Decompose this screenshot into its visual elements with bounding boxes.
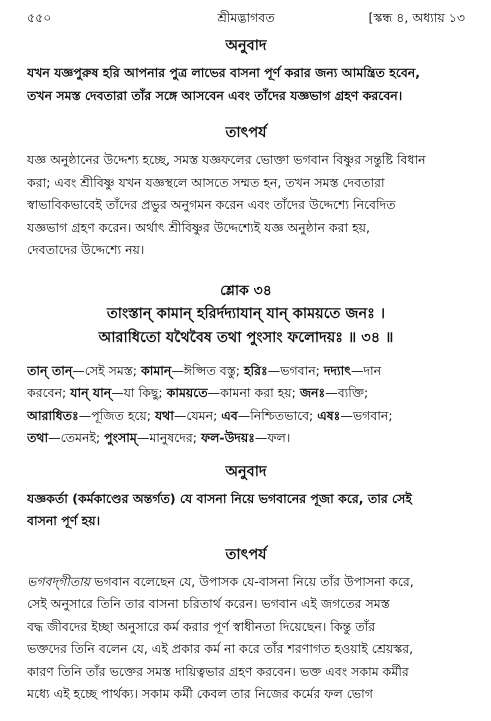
synonyms-block	[27, 360, 465, 450]
term-meaning: —দান	[350, 362, 382, 378]
term-meaning: —নিশ্চিতভাবে;	[237, 407, 318, 423]
sanskrit-term: ফল-উদয়ঃ	[200, 430, 255, 445]
text-line: দেবতাদের উদ্দেশ্যে নয়।	[27, 242, 145, 257]
term-meaning: —মানুষদের;	[136, 430, 201, 445]
text-line: তখন সমস্ত দেবতারা তাঁর সঙ্গে আসবেন এবং তাঁদের যজ্ঞভাগ গ্রহণ করবেন।	[27, 87, 403, 103]
term-meaning: —যা কিছু;	[111, 385, 167, 400]
term-meaning: —ফল।	[254, 430, 291, 445]
page-number: ৫৫০	[27, 10, 52, 25]
text-line: যখন যজ্ঞপুরুষ হরি আপনার পুত্র লাভের বাসনা পূর্ণ করার জন্য আমন্ত্রিত হবেন,	[27, 65, 421, 80]
translation-text	[27, 62, 465, 107]
synonym-line	[27, 405, 465, 428]
translation-text	[27, 488, 465, 533]
sanskrit-term: তান্ তান্	[27, 362, 73, 378]
sanskrit-term: হরিঃ	[243, 362, 268, 378]
sanskrit-term: পুংসাম্	[104, 430, 137, 445]
text-line: স্বাভাবিকভাবেই তাঁদের প্রভুর অনুগমন করেন এবং তাঁদের উদ্দেশ্যে নিবেদিত	[27, 197, 396, 212]
term-meaning: —ব্যক্তি;	[325, 385, 369, 400]
purport-heading: তাৎপর্য	[225, 546, 267, 563]
term-meaning: —ঈপ্সিত বস্তু;	[171, 362, 244, 378]
term-meaning: —তেমনই;	[48, 430, 105, 445]
text-line: করা; এবং শ্রীবিষ্ণু যখন যজ্ঞস্থলে আসতে সম্মত হন, তখন সমস্ত দেবতারা	[27, 174, 385, 190]
text-line: মধ্যে এই হচ্ছে পার্থক্য। সকাম কর্মী কেবল তার নিজের কর্মের ফল ভোগ	[27, 686, 373, 701]
chapter-reference: [স্কন্ধ ৪, অধ্যায় ১৩	[368, 10, 465, 25]
term-meaning: —সেই সমস্ত;	[72, 362, 141, 378]
text-line: যজ্ঞকর্তা (কর্মকাণ্ডের অন্তর্গত) যে বাসনা নিয়ে ভগবানের পূজা করে, তার সেই	[27, 490, 412, 506]
text-line: ভক্তদের তিনি বলেন যে, এই প্রকার কর্ম না করে তাঁর শরণাগত হওয়াই শ্রেয়স্কর,	[27, 641, 414, 656]
verse-title: শ্লোক ৩৪	[220, 282, 272, 299]
book-title: শ্রীমদ্ভাগবত	[217, 10, 275, 25]
text-line: যজ্ঞ অনুষ্ঠানের উদ্দেশ্য হচ্ছে, সমস্ত যজ্ঞফলের ভোক্তা ভগবান বিষ্ণুর সন্তুষ্টি বিধান	[27, 152, 426, 167]
text-line: বাসনা পূর্ণ হয়।	[27, 513, 101, 528]
text-line: কারণ তিনি তাঁর ভক্তের সমস্ত দায়িত্বভার গ্রহণ করবেন। ভক্ত এবং সকাম কর্মীর	[27, 663, 409, 679]
sanskrit-term: তথা	[27, 430, 49, 445]
verse-line: আরাধিতো যথৈবৈষ তথা পুংসাং ফলোদয়ঃ ॥ ৩৪ ॥	[98, 329, 394, 346]
sanskrit-term: কাময়তে	[166, 385, 208, 400]
translation-heading: অনুবাদ	[225, 463, 267, 480]
purport-text	[27, 149, 465, 262]
translation-heading: অনুবাদ	[225, 38, 267, 54]
sanskrit-term: জনঃ	[299, 385, 326, 400]
term-meaning: —পূজিত হয়ে;	[78, 407, 155, 423]
sanskrit-term: এষঃ	[317, 407, 341, 423]
purport-text	[27, 571, 465, 706]
term-meaning: করবেন;	[27, 385, 71, 400]
sanskrit-term: আরাধিতঃ	[27, 407, 79, 423]
term-meaning: —যেমন;	[173, 407, 222, 423]
term-meaning: —কামনা করা হয়;	[207, 385, 300, 400]
sanskrit-term: দদ্যাৎ	[323, 362, 351, 378]
scripture-name: ভগবদ্‌গীতায়	[27, 573, 91, 589]
synonym-line	[27, 382, 465, 405]
term-meaning: —ভগবান;	[267, 362, 324, 378]
sanskrit-term: যান্ যান্	[70, 385, 112, 400]
text-line: যজ্ঞভাগ গ্রহণ করেন। অর্থাৎ শ্রীবিষ্ণুর উদ্দেশ্যেই যজ্ঞ অনুষ্ঠান করা হয়,	[27, 219, 371, 235]
text-line: বদ্ধ জীবদের ইচ্ছা অনুসারে কর্ম করার পূর্ণ স্বাধীনতা দিয়েছেন। কিন্তু তাঁর	[27, 618, 376, 634]
text-fragment: ভগবান বলেছেন যে, উপাসক যে-বাসনা নিয়ে তাঁর উপাসনা করে,	[90, 573, 414, 589]
purport-heading: তাৎপর্য	[225, 125, 267, 141]
text-line	[27, 571, 465, 594]
term-meaning: —ভগবান;	[340, 407, 393, 423]
text-line: সেই অনুসারে তিনি তার বাসনা চরিতার্থ করেন। ভগবান এই জগতের সমস্ত	[27, 596, 390, 611]
verse-line: তাংস্তান্ কামান্ হরির্দদ্যাযান্ যান্ কাময়তে জনঃ ।	[106, 305, 386, 322]
sanskrit-term: কামান্	[140, 362, 172, 378]
sanskrit-term: যথা	[154, 407, 174, 423]
page-header	[27, 0, 465, 30]
synonym-line	[27, 360, 465, 383]
synonym-line	[27, 427, 465, 450]
sanskrit-term: এব	[221, 407, 238, 423]
